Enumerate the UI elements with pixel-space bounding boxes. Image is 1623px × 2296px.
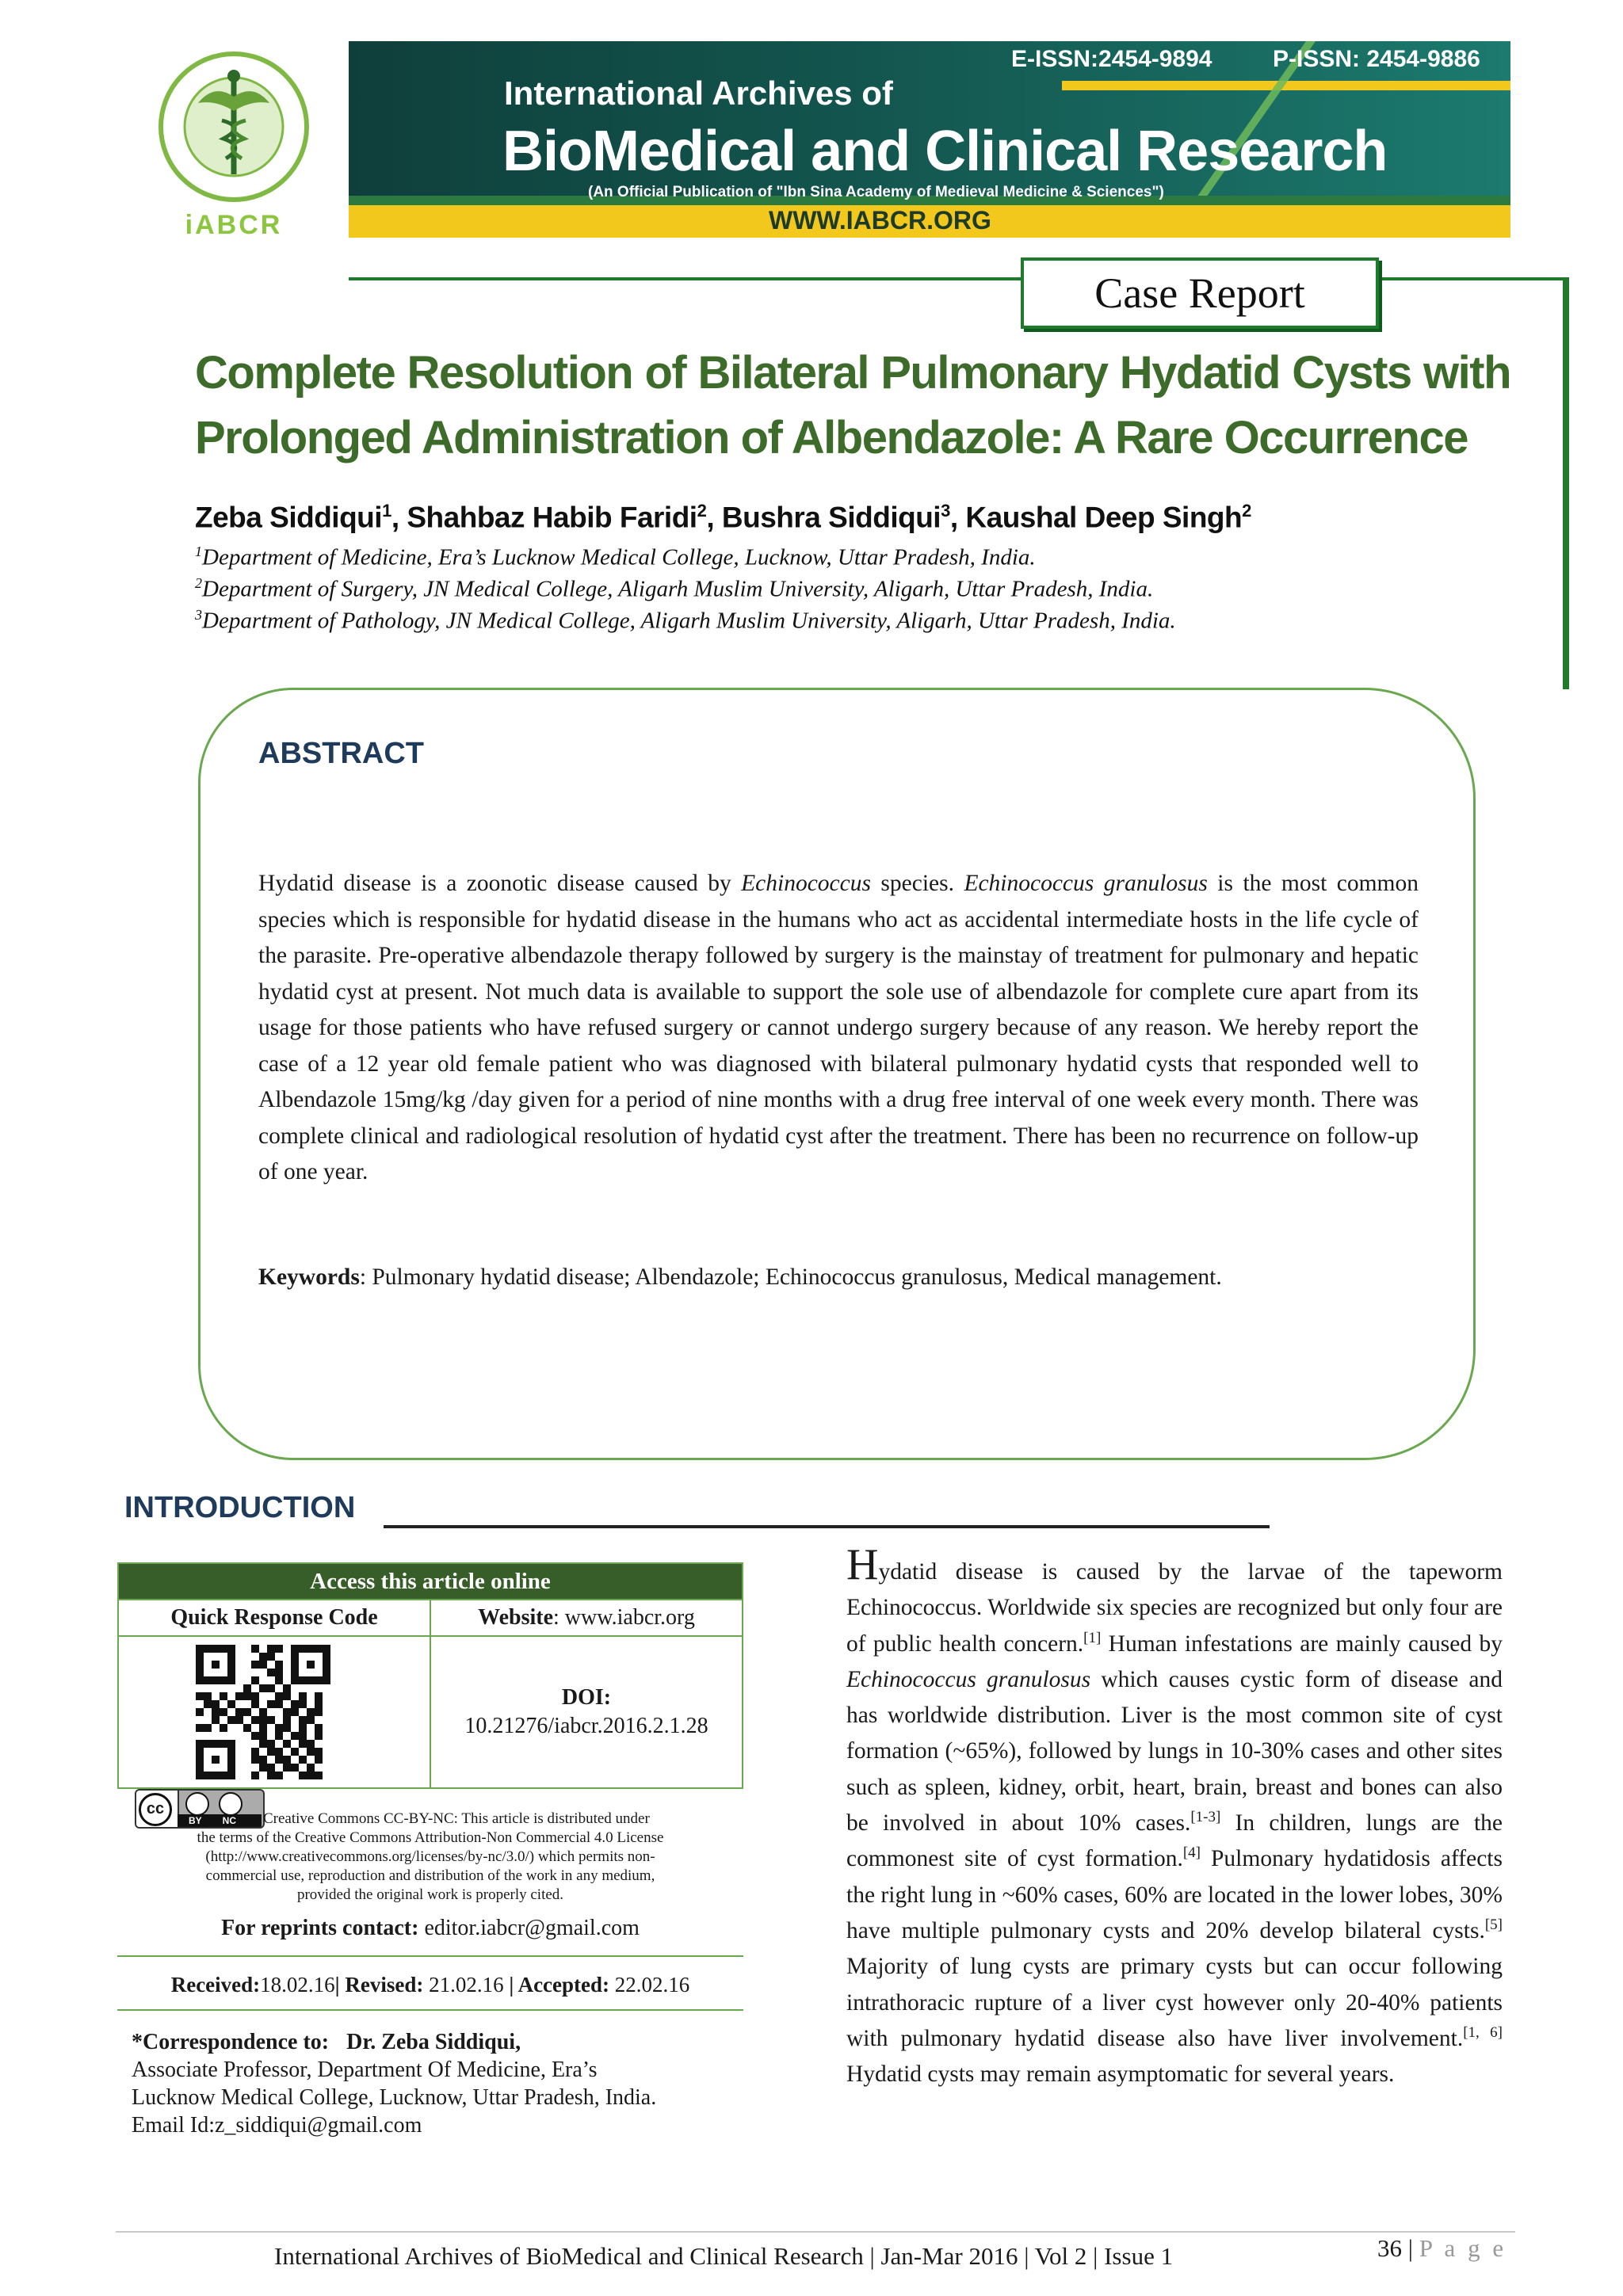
affiliation — [195, 607, 1176, 635]
correspondence-email[interactable]: Email Id:z_siddiqui@gmail.com — [132, 2113, 422, 2138]
abstract-heading: ABSTRACT — [258, 737, 424, 770]
frame-line-right — [1379, 277, 1569, 280]
affiliation-text: Department of Medicine, Era’s Lucknow Medical College, Lucknow, Uttar Pradesh, India. — [202, 544, 1036, 570]
revised-label: Revised: — [345, 1973, 424, 1997]
qr-code-label: Quick Response Code — [170, 1605, 378, 1630]
website-cell — [430, 1600, 742, 1635]
access-table-header: Access this article online — [119, 1564, 742, 1599]
correspondence-line: Associate Professor, Department Of Medicine, Era’s — [132, 2058, 598, 2082]
author-separator: , — [391, 501, 407, 534]
author-name: Kaushal Deep Singh — [965, 501, 1243, 534]
license-line: commercial use, reproduction and distribution of the work in any medium, — [205, 1867, 655, 1884]
logo-wordmark: iABCR — [185, 210, 283, 240]
affiliation-mark: 2 — [195, 575, 202, 591]
cc-icon: cc — [139, 1793, 172, 1826]
author-affiliation-mark: 1 — [382, 501, 391, 521]
doi-label: DOI: — [561, 1685, 612, 1710]
correspondence-name: Dr. Zeba Siddiqui, — [346, 2030, 521, 2054]
affiliation-text: Department of Pathology, JN Medical College, Aligarh Muslim University, Aligarh, Uttar Pradesh, India. — [202, 608, 1176, 634]
article-type-label: Case Report — [1094, 269, 1305, 317]
frame-line-left — [349, 277, 1022, 280]
abstract-run: species. — [870, 871, 964, 896]
footer-rule — [116, 2231, 1515, 2233]
correspondence-line: Lucknow Medical College, Lucknow, Uttar Pradesh, India. — [132, 2085, 657, 2110]
reprints-email[interactable]: editor.iabcr@gmail.com — [418, 1916, 640, 1940]
license-line: (http://www.creativecommons.org/licenses/by-nc/3.0/) which permits non- — [205, 1848, 655, 1865]
noncommercial-icon — [219, 1792, 242, 1816]
author-affiliation-mark: 3 — [941, 501, 950, 521]
accepted-date: 22.02.16 — [609, 1973, 690, 1997]
abstract-italic: Echinococcus — [741, 871, 871, 896]
author-name: Zeba Siddiqui — [195, 501, 383, 534]
abstract-run: is the most common species which is responsible for hydatid disease in the humans who act as accidental intermediate hosts in the life cycle of the parasite. Pre-operative albendazole therapy followed by surgery is the mainstay of treatment for pulmonary and hepatic hydatid cyst at present. Not much data is available to support the sole use of albendazole for complete cure apart from its usage for those patients who have refused surgery or cannot undergo surgery because of any reason. We hereby report the case of a 12 year old female patient who was diagnosed with bilateral pulmonary hydatid cysts that responded well to Albendazole 15mg/kg /day given for a period of nine months with a drug free interval of one week every month. There was complete clinical and radiological resolution of hydatid cyst after the treatment. There has been no recurrence on follow-up of one year. — [258, 871, 1419, 1184]
footer-citation: International Archives of BioMedical and Clinical Research | Jan-Mar 2016 | Vol 2 | Issue 1 — [274, 2242, 1174, 2270]
author-name: Shahbaz Habib Faridi — [407, 501, 697, 534]
affiliation-text: Department of Surgery, JN Medical College, Aligarh Muslim University, Aligarh, Uttar Pradesh, India. — [202, 576, 1154, 602]
article-dates: Received:18.02.16| Revised: 21.02.16 | Accepted: 22.02.16 — [170, 1973, 690, 1997]
cc-terms-strip — [178, 1814, 262, 1827]
author-affiliation-mark: 2 — [1242, 501, 1251, 521]
article-title — [195, 341, 1510, 471]
journal-logo — [151, 48, 317, 238]
journal-website: WWW.IABCR.ORG — [769, 206, 991, 235]
cc-by-label: BY — [189, 1815, 202, 1826]
abstract-run: Hydatid disease is a zoonotic disease caused by — [258, 871, 742, 896]
divider — [117, 2009, 743, 2011]
keywords-text: : Pulmonary hydatid disease; Albendazole; Echinococcus granulosus, Medical management. — [359, 1264, 1222, 1290]
attribution-icon — [185, 1792, 209, 1816]
journal-name: BioMedical and Clinical Research — [502, 120, 1388, 183]
body-run: Majority of lung cysts are primary cysts but can occur following intrathoracic rupture of a liver cyst however only 20-40% patients with pulmonary hydatid disease also have liver involvement. — [846, 1954, 1503, 2051]
cc-nc-label: NC — [222, 1815, 237, 1826]
journal-publisher: (An Official Publication of "Ibn Sina Academy of Medieval Medicine & Sciences") — [588, 184, 1164, 200]
license-line: Creative Commons CC-BY-NC: This article is distributed under — [263, 1810, 650, 1827]
article-type-box — [1021, 257, 1379, 329]
affiliation-mark: 3 — [195, 607, 202, 623]
title-line-2: Prolonged Administration of Albendazole: A Rare Occurrence — [195, 412, 1468, 463]
accepted-label: Accepted: — [517, 1973, 610, 1997]
correspondence-block — [132, 2028, 656, 2139]
introduction-rule — [384, 1525, 1270, 1528]
cc-license-badge[interactable] — [135, 1789, 265, 1829]
body-run: ydatid disease is caused by the larvae of the tapeworm Echinococcus. Worldwide six species are recognized but only four are of public health concern. — [846, 1559, 1503, 1657]
affiliation — [195, 543, 1036, 571]
affiliation-mark: 1 — [195, 543, 202, 559]
citation-ref[interactable]: [1, 6] — [1463, 2024, 1503, 2042]
body-run: Pulmonary hydatidosis affects the right lung in ~60% cases, 60% are located in the lower lobes, 30% have multiple pulmonary cysts and 20% develop bilateral cysts. — [846, 1846, 1503, 1943]
doi-value[interactable]: 10.21276/iabcr.2016.2.1.28 — [464, 1714, 708, 1738]
author-affiliation-mark: 2 — [697, 501, 707, 521]
title-line-1: Complete Resolution of Bilateral Pulmonary Hydatid Cysts with — [195, 347, 1510, 399]
abstract-italic: Echinococcus granulosus — [964, 871, 1208, 896]
author-list — [195, 501, 1251, 534]
qr-code-cell — [119, 1637, 430, 1787]
affiliation — [195, 575, 1153, 603]
page-number-separator: | — [1402, 2234, 1419, 2262]
author-separator: , — [706, 501, 722, 534]
page-word: P a g e — [1419, 2234, 1507, 2262]
author-name: Bushra Siddiqui — [721, 501, 941, 534]
reprints-contact — [117, 1916, 743, 1941]
page-number-value: 36 — [1377, 2234, 1402, 2262]
qr-code-icon[interactable] — [196, 1645, 330, 1779]
body-run: Hydatid cysts may remain asymptomatic for several years. — [846, 2061, 1395, 2088]
received-label: Received: — [170, 1973, 261, 1997]
citation-ref[interactable]: [1-3] — [1190, 1809, 1221, 1826]
license-line: the terms of the Creative Commons Attribution-Non Commercial 4.0 License — [197, 1829, 664, 1846]
introduction-heading: INTRODUCTION — [124, 1491, 356, 1524]
citation-ref[interactable]: [1] — [1083, 1629, 1102, 1646]
journal-banner — [349, 41, 1510, 238]
doi-cell — [430, 1637, 742, 1787]
citation-ref[interactable]: [5] — [1484, 1917, 1503, 1934]
caduceus-emblem-icon — [151, 48, 317, 206]
page-number — [1377, 2234, 1507, 2263]
body-run: In children, lungs are the commonest site of cyst formation. — [846, 1810, 1503, 1872]
body-italic: Echinococcus granulosus — [846, 1666, 1091, 1692]
author-separator: , — [949, 501, 966, 534]
correspondence-label: *Correspondence to: — [132, 2030, 330, 2054]
reprints-label: For reprints contact: — [221, 1916, 419, 1940]
introduction-body — [846, 1540, 1503, 2092]
frame-line-vertical — [1563, 277, 1569, 689]
body-run: Human infestations are mainly caused by — [1101, 1630, 1503, 1657]
website-link[interactable]: : www.iabcr.org — [553, 1605, 695, 1630]
eissn-label: E-ISSN:2454-9894 — [1011, 46, 1212, 72]
body-run: which causes cystic form of disease and has worldwide distribution. Liver is the most common site of cyst formation (~65%), followed by lungs in 10-30% cases and other sites such as spleen, kidney, orbit, heart, brain, breast and bones can also be involved in about 10% cases. — [846, 1666, 1503, 1836]
abstract-text — [258, 866, 1419, 1191]
website-label: Website — [478, 1605, 554, 1630]
pissn-label: P-ISSN: 2454-9886 — [1273, 46, 1480, 72]
drop-cap: H — [846, 1540, 879, 1589]
revised-date: 21.02.16 — [423, 1973, 504, 1997]
journal-name-small: International Archives of — [504, 74, 893, 112]
license-line: provided the original work is properly cited. — [296, 1886, 564, 1903]
received-date: 18.02.16 — [260, 1973, 335, 1997]
keywords-label: Keywords — [258, 1264, 360, 1290]
divider — [117, 1955, 743, 1957]
keywords — [258, 1264, 1431, 1291]
article-access-table — [117, 1562, 743, 1789]
citation-ref[interactable]: [4] — [1182, 1844, 1201, 1862]
